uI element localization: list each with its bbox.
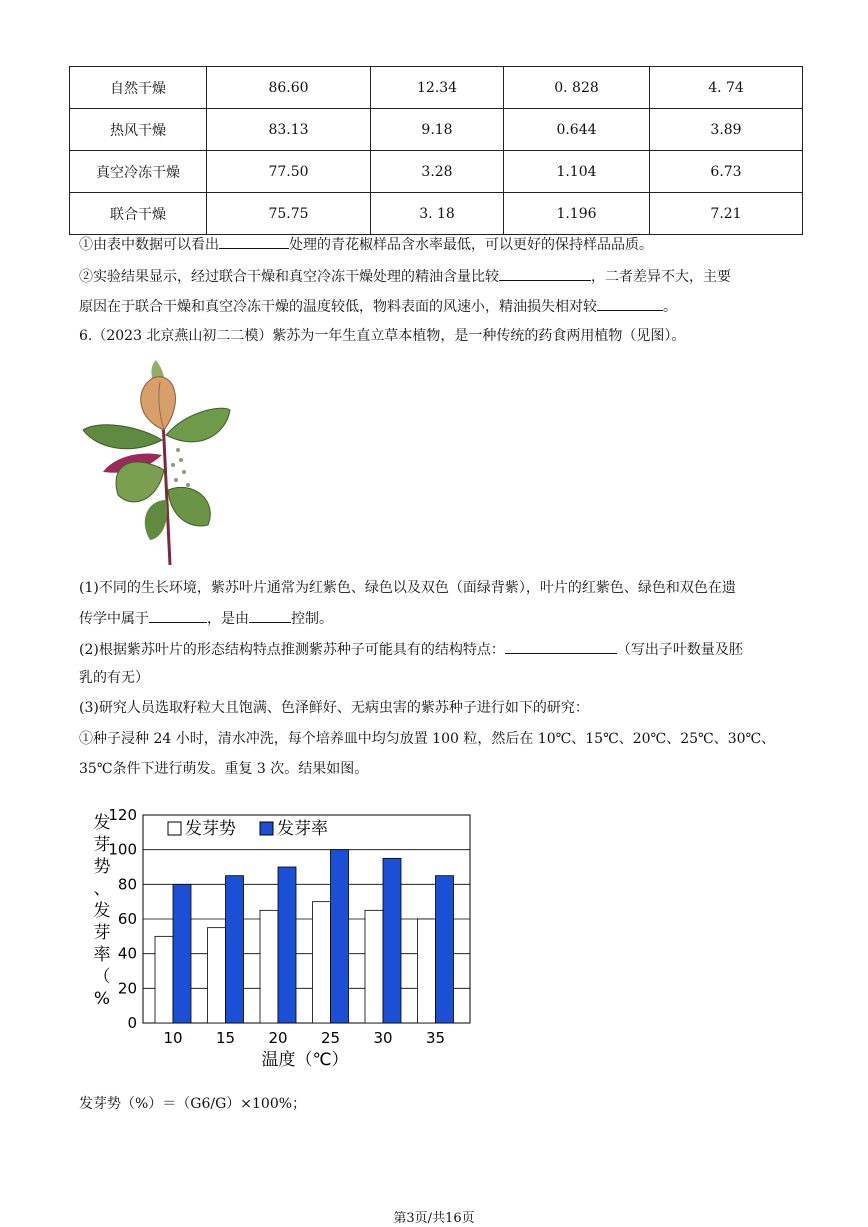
y-tick-label: 120 (108, 806, 137, 824)
bar-发芽势-35 (418, 919, 436, 1023)
table-row (70, 67, 803, 109)
table-cell: 77.50 (207, 151, 371, 193)
legend-swatch (168, 822, 181, 835)
bar-发芽势-20 (260, 910, 278, 1023)
legend-label: 发芽率 (277, 819, 328, 839)
table-cell: 自然干燥 (70, 67, 207, 109)
bar-发芽率-25 (331, 850, 349, 1023)
table-cell: 3.89 (650, 109, 803, 151)
x-tick-label: 15 (215, 1029, 236, 1047)
bar-发芽率-20 (278, 867, 296, 1023)
part-3-step1-line2: 35℃条件下进行萌发。重复 3 次。结果如图。 (79, 761, 369, 777)
answer-blank (505, 639, 617, 654)
part-2-line1: (2)根据紫苏叶片的形态结构特点推测紫苏种子可能具有的结构特点： （写出子叶数量及胚 (79, 639, 799, 660)
bar-发芽率-15 (226, 876, 244, 1023)
table-cell: 75.75 (207, 193, 371, 235)
table-cell: 86.60 (207, 67, 371, 109)
table-cell: 0. 828 (504, 67, 650, 109)
answer-blank (597, 296, 663, 311)
legend-label: 发芽势 (185, 819, 236, 839)
y-tick-label: 100 (108, 840, 137, 859)
x-tick-label: 30 (373, 1029, 393, 1047)
y-axis-label: 发芽势、发芽率（% (93, 813, 111, 1009)
y-tick-label: 60 (117, 910, 137, 928)
answer-blank (499, 266, 591, 281)
germination-bar-chart (80, 800, 490, 1080)
table-cell: 12.34 (371, 67, 504, 109)
part-2-line2: 乳的有无） (79, 670, 149, 686)
table-cell: 83.13 (207, 109, 371, 151)
y-tick-label: 80 (117, 875, 137, 894)
table-cell: 3. 18 (371, 193, 504, 235)
answer-blank (219, 234, 289, 249)
bar-发芽势-25 (313, 902, 331, 1023)
table-cell: 4. 74 (650, 67, 803, 109)
table-cell: 7.21 (650, 193, 803, 235)
legend-swatch (260, 822, 273, 835)
bar-发芽势-15 (208, 928, 226, 1023)
x-tick-label: 35 (425, 1029, 446, 1047)
part-1-line2: 传学中属于 ，是由 控制。 (79, 608, 799, 629)
bar-发芽率-10 (173, 884, 191, 1023)
question-2-line2: 原因在于联合干燥和真空冷冻干燥的温度较低，物料表面的风速小，精油损失相对较 。 (79, 296, 799, 317)
table-row (70, 151, 803, 193)
table-cell: 9.18 (371, 109, 504, 151)
answer-blank (149, 608, 207, 623)
bar-发芽势-30 (365, 910, 383, 1023)
answer-blank (249, 608, 291, 623)
y-tick-label: 40 (117, 944, 137, 963)
table-row (70, 193, 803, 235)
part-3: (3)研究人员选取籽粒大且饱满、色泽鲜好、无病虫害的紫苏种子进行如下的研究： (79, 700, 589, 716)
x-tick-label: 20 (268, 1029, 288, 1047)
part-3-step1-line1: ①种子浸种 24 小时，清水冲洗，每个培养皿中均匀放置 100 粒，然后在 10℃、15℃、20℃、25℃、30℃、 (79, 731, 776, 747)
question-6-title: 6.（2023 北京燕山初二二模）紫苏为一年生直立草本植物，是一种传统的药食两用植物（见图）。 (79, 328, 686, 344)
table-cell: 联合干燥 (70, 193, 207, 235)
page-footer: 第3页/共16页 (393, 1211, 475, 1226)
table-cell: 1.104 (504, 151, 650, 193)
table-cell: 1.196 (504, 193, 650, 235)
table-cell: 6.73 (650, 151, 803, 193)
formula-text: 发芽势（%）＝（G6/G）×100%； (79, 1096, 307, 1112)
y-tick-label: 0 (127, 1014, 137, 1032)
drying-results-table (69, 66, 803, 235)
bar-发芽势-10 (155, 936, 173, 1023)
table-cell: 热风干燥 (70, 109, 207, 151)
question-2-line1: ②实验结果显示，经过联合干燥和真空冷冻干燥处理的精油含量比较 ，二者差异不大，主要 (79, 266, 799, 287)
part-1-line1: (1)不同的生长环境，紫苏叶片通常为红紫色、绿色以及双色（面绿背紫），叶片的红紫色、绿色和双色在遗 (79, 580, 736, 596)
table-row (70, 109, 803, 151)
table-cell: 真空冷冻干燥 (70, 151, 207, 193)
perilla-plant-image (78, 360, 238, 565)
y-tick-label: 20 (117, 979, 137, 998)
question-1: ①由表中数据可以看出 处理的青花椒样品含水率最低，可以更好的保持样品品质。 (79, 234, 799, 255)
x-axis-label: 温度（℃） (261, 1050, 349, 1070)
x-tick-label: 10 (163, 1029, 183, 1047)
table-cell: 3.28 (371, 151, 504, 193)
bar-发芽率-35 (436, 876, 454, 1023)
x-tick-label: 25 (320, 1029, 341, 1047)
bar-发芽率-30 (383, 858, 401, 1023)
table-cell: 0.644 (504, 109, 650, 151)
